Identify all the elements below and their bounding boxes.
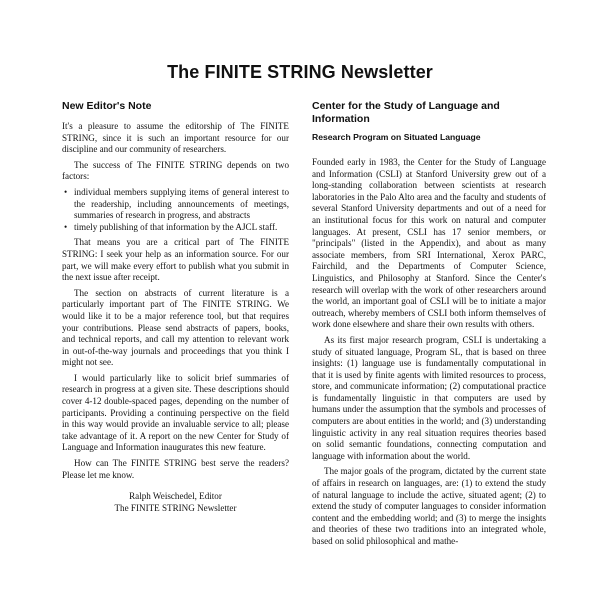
editor-signature — [62, 491, 289, 514]
factor-item: • individual members supplying items of general interest to the readership, including announcements of meetings, summaries of research in progress, and abstracts — [74, 187, 289, 222]
editors-note-critical: That means you are a critical part of The FINITE STRING: I seek your help as an information source. For our part, we will make every effort to publish what you submit in the next issue after receipt. — [62, 237, 289, 283]
newsletter-title: The FINITE STRING Newsletter — [167, 62, 433, 82]
factor-item: • timely publishing of that information by the AJCL staff. — [74, 222, 289, 234]
csli-founded-paragraph: Founded early in 1983, the Center for the Study of Language and Information (CSLI) at Stanford University grew out of a long-standing collaboration between scientists at research laboratories in the Palo Alto area and the faculty and students of several Stanford University departments and out of a need for an institutional focus for this work on natural and computer languages. At present, CSLI has 17 senior members, or "principals" (listed in the Appendix), and about as many associate members, from SRI International, Xerox PARC, Fairchild, and the Departments of Computer Science, Linguistics, and Philosophy at Stanford. Since the Center's research will overlap with the work of other researchers around the world, an important goal of CSLI will be to initiate a major outreach, whereby members of CSLI both inform themselves of work done elsewhere and share their own results with others. — [312, 157, 546, 330]
csli-heading: Center for the Study of Language and Information — [312, 100, 500, 125]
editors-note-factors: The success of The FINITE STRING depends on two factors: — [62, 159, 289, 182]
signature-title: The FINITE STRING Newsletter — [114, 502, 237, 513]
csli-goals-paragraph: The major goals of the program, dictated by the current state of affairs in research on languages, are: (1) to extend the study of natural language to include the active, situated agent; (2) to extend the study of computer languages to consider information content and the embedding world; and (3) to merge the insights and theories of these two traditions into an integrated whole, based on solid philosophical and mathe- — [312, 466, 546, 546]
editors-note-intro: It's a pleasure to assume the editorship of The FINITE STRING, since it is such an important resource for our discipline and our community of researchers. — [62, 121, 289, 155]
editors-note-summaries: I would particularly like to solicit brief summaries of research in progress at a given site. These descriptions should cover 4-12 double-spaced pages, depending on the number of participants. Providing a continuing perspective on the field in this way would provide an invaluable service to all; please take advantage of it. A report on the new Center for Study of Language and Information inaugurates this new feature. — [62, 372, 289, 453]
editors-note-abstracts: The section on abstracts of current literature is a particularly important part of The FINITE STRING. We would like it to be a major reference tool, but that requires your contributions. Please send abstracts of papers, books, and technical reports, and call my attention to relevant work in out-of-the-way journals and proceedings that you think I might not see. — [62, 287, 289, 368]
signature-name: Ralph Weischedel, Editor — [129, 491, 222, 502]
csli-program-paragraph: As its first major research program, CSLI is undertaking a study of situated language, Program SL, that is based on three insights: (1) language use is fundamentally computational in that it is used by finite agents with limited resources to process, store, and communicate information; (2) computational practice is fundamentally linguistic in that computers are used by humans under the assumption that the symbols and processes of computers are about entities in the world; and (3) understanding linguistic activity in any real situation requires theories based on solid semantic foundations, connecting computation and language with information about the world. — [312, 334, 546, 461]
editors-note-column — [62, 100, 289, 514]
csli-column — [312, 100, 546, 552]
csli-subheading: Research Program on Situated Language — [312, 132, 481, 142]
editors-note-closing: How can The FINITE STRING best serve the readers? Please let me know. — [62, 458, 289, 480]
factors-list — [62, 187, 289, 233]
editors-note-heading: New Editor's Note — [62, 100, 152, 112]
